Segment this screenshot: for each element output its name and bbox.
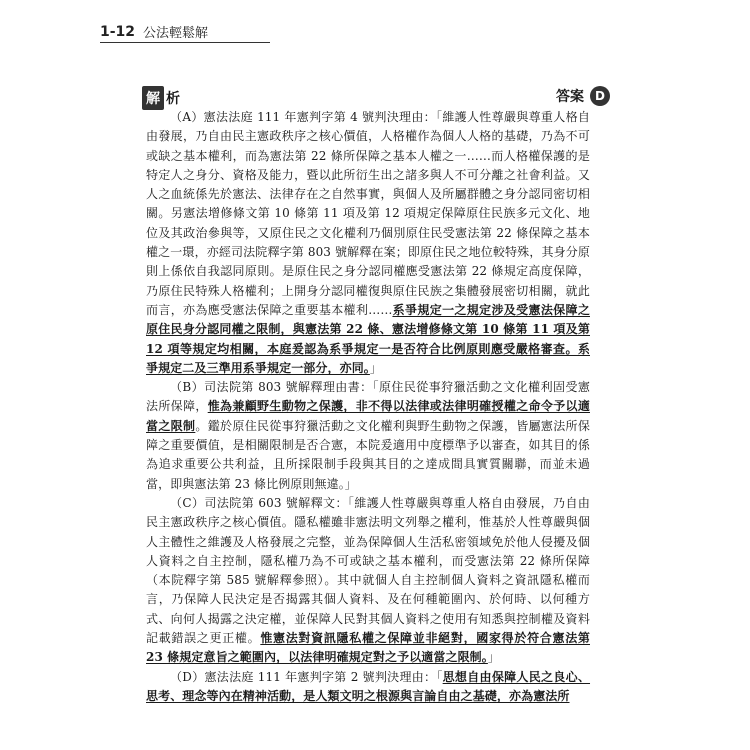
answer-value: D — [590, 86, 610, 106]
page-number: 1-12 — [100, 23, 136, 40]
paragraph-d: （D）憲法法庭 111 年憲判字第 2 號判決理由：「思想自由保障人民之良心、思考、理念等內在精神活動，是人類文明之根源與言論自由之基礎，亦為憲法所 — [146, 669, 591, 703]
book-title: 公法輕鬆解 — [143, 26, 209, 41]
answer-block — [556, 86, 610, 106]
emphasis-d: 思想自由保障人民之良心、思考、理念等內在精神活動，是人類文明之根源與言論自由之基礎，亦為憲法所 — [146, 669, 591, 703]
analysis-label-rest: 析 — [166, 91, 180, 107]
paragraph-c: （C）司法院第 603 號解釋文：「維護人性尊嚴與尊重人格自由發展，乃自由民主憲政秩序之核心價值。隱私權雖非憲法明文列舉之權利，惟基於人性尊嚴與個人主體性之維護及人格發展之完整，並為保障個人生活私密領域免於他人侵擾及個人資料之自主控制，隱私權乃為不可或缺之基本權利，而受憲法第 22 條所保障（本院釋字第 585 號解釋參照）。其中就個人自主控制個人資料之資訊隱私權而言，乃保障人民決定是否揭露其個人資料、及在何種範圍內、於何時、以何種方式、向何人揭露之決定權，並保障人民對其個人資料之使用有知悉與控制權及資料記載錯誤之更正權。惟憲法對資訊隱私權之保障並非絕對，國家得於符合憲法第 23 條規定意旨之範圍內，以法律明確規定對之予以適當之限制。」 — [146, 495, 590, 665]
page-header — [100, 22, 208, 41]
emphasis-a: 系爭規定一之規定涉及受憲法保障之原住民身分認同權之限制，與憲法第 22 條、憲法增修條文第 10 條第 11 項及第 12 項等規定均相關，本庭爰認為系爭規定一是否符合比例原則應受嚴格審查。系爭規定二及三準用系爭規定一部分，亦同。 — [146, 302, 590, 375]
paragraph-b: （B）司法院第 803 號解釋理由書：「原住民從事狩獵活動之文化權利固受憲法所保障，惟為兼顧野生動物之保護，非不得以法律或法律明確授權之命令予以適當之限制。鑑於原住民從事狩獵活動之文化權利與野生動物之保護，皆屬憲法所保障之重要價值，是相關限制是否合憲，本院爰適用中度標準予以審查，如其目的係為追求重要公共利益，且所採限制手段與其目的之達成間具實質關聯，而並未過當，即與憲法第 23 條比例原則無違。」 — [146, 380, 590, 491]
analysis-label — [142, 86, 180, 110]
answer-label: 答案 — [556, 89, 584, 105]
emphasis-c: 惟憲法對資訊隱私權之保障並非絕對，國家得於符合憲法第 23 條規定意旨之範圍內，以法律明確規定對之予以適當之限制。 — [146, 631, 590, 665]
analysis-badge: 解 — [142, 86, 164, 110]
paragraph-a: （A）憲法法庭 111 年憲判字第 4 號判決理由：「維護人性尊嚴與尊重人格自由發展，乃自由民主憲政秩序之核心價值，人格權作為個人人格的基礎，乃為不可或缺之基本權利，而為憲法第 22 條所保障之基本人權之一……而人格權保護的是特定人之身分、資格及能力，暨以此所衍生出之諸多與人不可分離之社會利益。又人之血統係先於憲法、法律存在之自然事實，與個人及所屬群體之身分認同密切相關。另憲法增修條文第 10 條第 11 項及第 12 項規定保障原住民族多元文化、地位及其政治參與等，又原住民之文化權利乃個別原住民受憲法第 22 條保障之基本權之一環，亦經司法院釋字第 803 號解釋在案；即原住民之地位較特殊，其身分原則上係依自我認同原則。是原住民之身分認同權應受憲法第 22 條規定高度保障，乃原住民特殊人格權利；上開身分認同權復與原住民族之集體發展密切相關，就此而言，亦為應受憲法保障之重要基本權利……系爭規定一之規定涉及受憲法保障之原住民身分認同權之限制，與憲法第 22 條、憲法增修條文第 10 條第 11 項及第 12 項等規定均相關，本庭爰認為系爭規定一是否符合比例原則應受嚴格審查。系爭規定二及三準用系爭規定一部分，亦同。」 — [146, 110, 590, 375]
emphasis-b: 惟為兼顧野生動物之保護，非不得以法律或法律明確授權之命令予以適當之限制 — [146, 399, 590, 433]
header-rule — [100, 42, 270, 43]
analysis-content — [146, 108, 590, 706]
